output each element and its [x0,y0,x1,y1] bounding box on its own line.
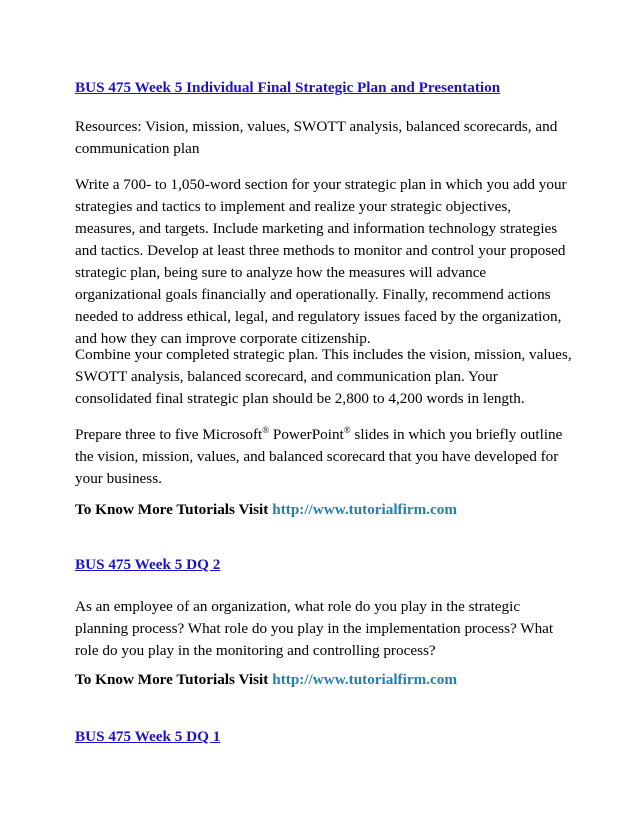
combine-paragraph: Combine your completed strategic plan. This includes the vision, mission, values, SWOTT analysis, balanced scorecard, and communication plan. Your consolidated final strategic plan should be 2,800 to 4,200 words in length. [75,346,572,407]
registered-mark: ® [343,424,351,435]
section-heading-dq2[interactable]: BUS 475 Week 5 DQ 2 [75,556,221,573]
visit-line [75,670,457,690]
powerpoint-text-c: slides in which you briefly outline the vision, mission, values, and balanced scorecard that you have developed for your business. [75,426,563,487]
powerpoint-text-a: Prepare three to five Microsoft [75,426,263,443]
dq2-paragraph: As an employee of an organization, what role do you play in the strategic planning process? What role do you play in the implementation process? What role do you play in the monitoring and controlling process? [75,598,554,659]
resources-paragraph: Resources: Vision, mission, values, SWOTT analysis, balanced scorecards, and communication plan [75,118,558,157]
assignment-paragraph: Write a 700- to 1,050-word section for your strategic plan in which you add your strategies and tactics to implement and realize your strategic objectives, measures, and targets. Include marketing and information technology strategies and tactics. Develop at least three methods to monitor and control your proposed strategic plan, being sure to analyze how the measures will advance organizational goals financially and operationally. Finally, recommend actions needed to address ethical, legal, and regulatory issues faced by the organization, and how they can improve corporate citizenship. [75,176,567,347]
section-heading-dq1[interactable]: BUS 475 Week 5 DQ 1 [75,728,221,745]
powerpoint-paragraph [75,424,575,490]
visit-line [75,500,457,520]
tutorial-link[interactable]: http://www.tutorialfirm.com [272,671,458,688]
tutorial-link[interactable]: http://www.tutorialfirm.com [272,501,458,518]
visit-label: To Know More Tutorials Visit [75,671,269,688]
registered-mark: ® [262,424,270,435]
visit-label: To Know More Tutorials Visit [75,501,269,518]
section-heading-final-strategic-plan[interactable]: BUS 475 Week 5 Individual Final Strategic Plan and Presentation [75,79,501,96]
powerpoint-text-b: PowerPoint [269,426,344,443]
